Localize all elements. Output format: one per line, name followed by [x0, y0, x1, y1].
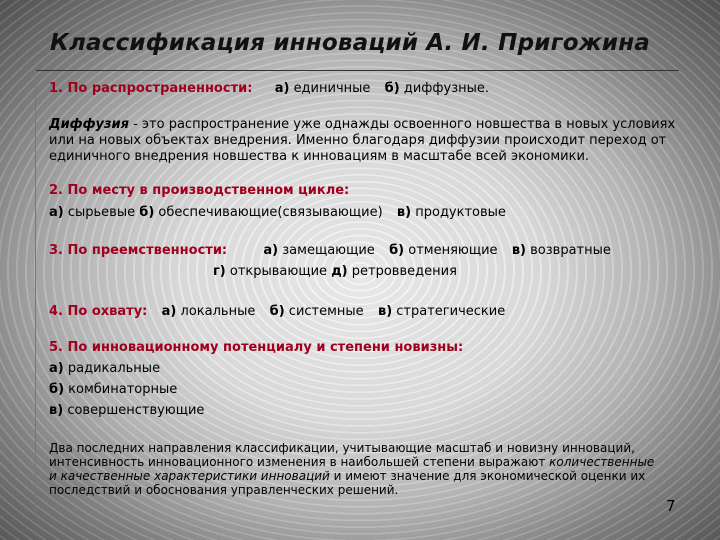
section-3-c-text: возвратные [530, 243, 611, 258]
section-4-heading: 4. По охвату: [49, 304, 148, 319]
slide-content [49, 77, 694, 497]
section-4-b-text: системные [288, 304, 364, 319]
section-2-heading: 2. По месту в производственном цикле: [49, 183, 350, 198]
section-3-line-2 [49, 264, 694, 280]
section-4-line [49, 304, 694, 320]
section-4-c-mark: в) [377, 304, 393, 319]
section-3-e-mark: д) [331, 264, 348, 279]
section-5-b-mark: б) [49, 382, 65, 397]
section-4-a-text: локальные [180, 304, 256, 319]
section-5-heading: 5. По инновационному потенциалу и степени новизны: [49, 340, 464, 355]
section-5-a-text: радикальные [67, 361, 161, 376]
section-3-a-mark: а) [263, 243, 279, 258]
section-5-item-c [49, 403, 694, 419]
section-1-a-text: единичные [293, 81, 371, 96]
left-divider [35, 70, 36, 515]
section-3-d-text: открывающие [229, 264, 328, 279]
section-5-c-mark: в) [49, 403, 64, 418]
section-1-heading: 1. По распространенности: [49, 81, 253, 96]
section-1-a-mark: а) [274, 81, 290, 96]
section-5-c-text: совершенствующие [67, 403, 205, 418]
section-3-a-text: замещающие [282, 243, 375, 258]
section-3-b-text: отменяющие [408, 243, 498, 258]
section-2-b-text: обеспечивающие(связывающие) [158, 205, 383, 220]
section-1-b-text: диффузные. [403, 81, 490, 96]
section-2-c-mark: в) [396, 205, 412, 220]
section-3-heading: 3. По преемственности: [49, 243, 228, 258]
section-5-a-mark: а) [49, 361, 64, 376]
section-1 [49, 81, 694, 97]
section-5-item-a [49, 361, 694, 377]
section-3-b-mark: б) [389, 243, 405, 258]
section-2-a-text: сырьевые [67, 205, 136, 220]
slide-title: Классификация инноваций А. И. Пригожина [49, 30, 651, 56]
section-2-a-mark: а) [49, 205, 64, 220]
section-3-line-1 [49, 243, 694, 259]
section-5-heading-line [49, 340, 694, 356]
section-3-d-mark: г) [213, 264, 226, 279]
top-divider [35, 70, 679, 71]
section-4-c-text: стратегические [396, 304, 506, 319]
page-number: 7 [666, 497, 676, 515]
section-5-item-b [49, 382, 694, 398]
section-2-items [49, 205, 694, 221]
diffusion-text: - это распространение уже однажды освоенного новшества в новых условиях или на новых объектах внедрения. Именно благодаря диффузии происходит переход от единичного внедрения новшества к инновациям в масштабе всей экономики. [49, 117, 676, 164]
footer-note [49, 441, 664, 497]
section-3-e-text: ретровведения [351, 264, 457, 279]
section-2-heading-line [49, 183, 694, 199]
section-2-b-mark: б) [139, 205, 155, 220]
section-5-b-text: комбинаторные [68, 382, 178, 397]
section-3-c-mark: в) [511, 243, 526, 258]
section-4-a-mark: а) [161, 304, 177, 319]
footer-part-2: и имеют значение для экономической оценки их последствий и обоснования управленческих решений. [49, 469, 646, 497]
footer-italic: количественные и качественные характеристики инноваций [49, 455, 655, 483]
section-4-b-mark: б) [269, 304, 285, 319]
diffusion-definition [49, 117, 694, 165]
footer-part-1: Два последних направления классификации, учитывающие масштаб и новизну инноваций, интенсивность инновационного изменения в наибольшей степени выражают [49, 441, 635, 469]
section-2-c-text: продуктовые [415, 205, 506, 220]
section-1-b-mark: б) [384, 81, 400, 96]
diffusion-term: Диффузия [49, 117, 129, 132]
